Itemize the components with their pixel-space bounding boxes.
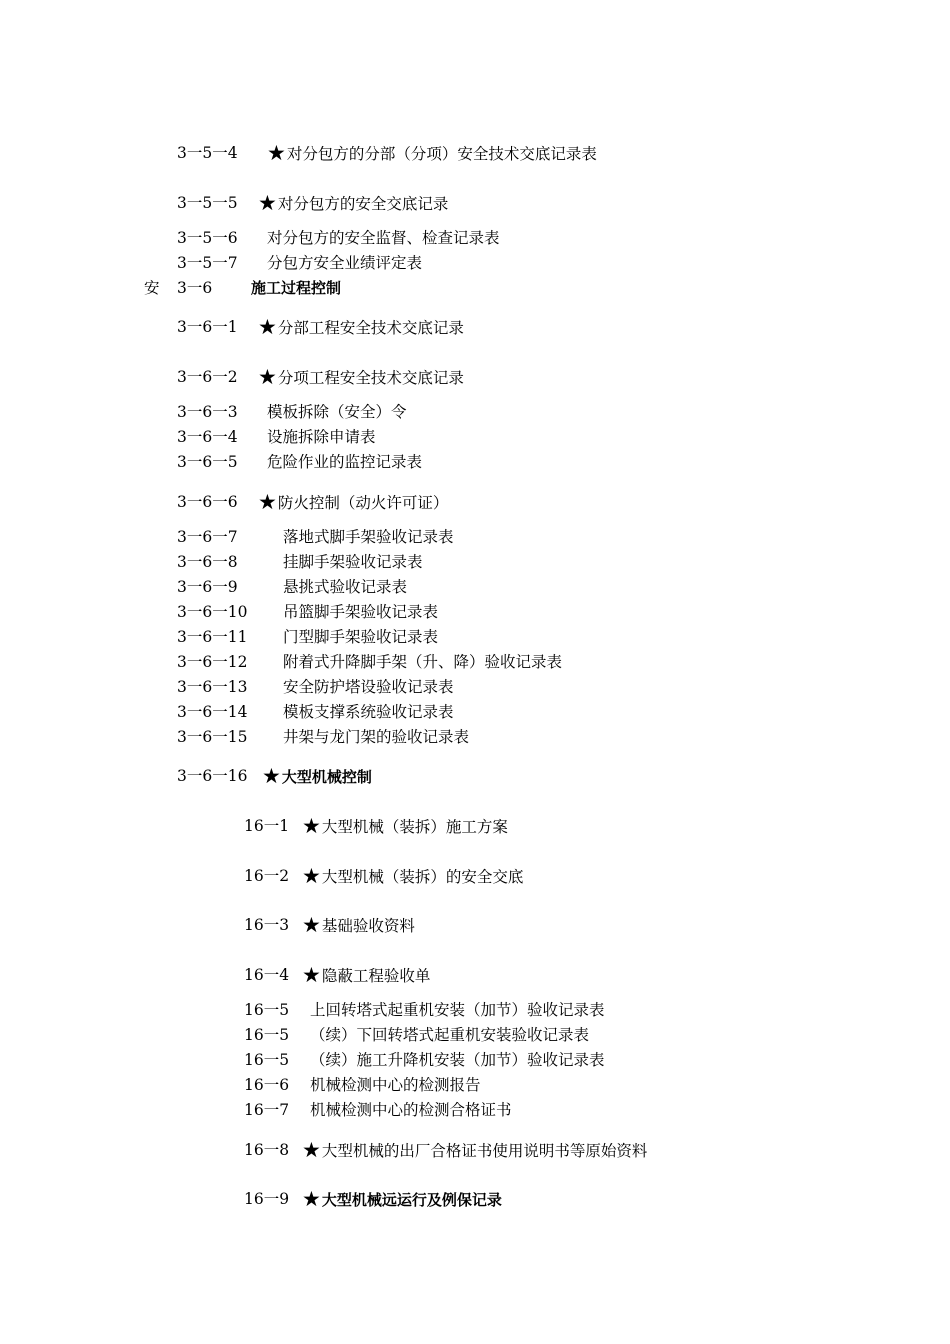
item-entry [302,816,508,837]
item-code: 3一6一16 [177,767,248,785]
section-prefix: 安 [144,279,160,297]
item-entry [302,965,430,986]
item-title: 对分包方的安全交底记录 [277,195,449,213]
item-entry [267,402,407,422]
item-code: 16一7 [244,1101,290,1119]
item-code: 16一1 [244,817,290,835]
item-title: 机械检测中心的检测合格证书 [310,1101,512,1119]
item-code: 16一5 [244,1026,290,1044]
item-entry [283,552,423,572]
item-entry [258,367,464,388]
item-title: 机械检测中心的检测报告 [310,1076,481,1094]
item-code: 3一6一15 [177,728,248,746]
item-entry [283,602,438,622]
item-entry [258,193,448,214]
item-title: 分项工程安全技术交底记录 [277,369,464,387]
item-entry [251,278,341,298]
item-title: 防火控制（动火许可证） [277,494,449,512]
item-title: 大型机械（装拆）的安全交底 [321,868,524,886]
item-code: 3一5一6 [177,229,238,247]
item-entry [310,1025,589,1045]
item-title: 大型机械控制 [281,768,372,786]
item-title: 对分包方的分部（分项）安全技术交底记录表 [286,145,597,163]
star-icon: ★ [258,315,277,339]
item-entry [267,228,500,248]
star-icon: ★ [302,963,321,987]
item-code: 16一6 [244,1076,290,1094]
item-title: 安全防护塔设验收记录表 [283,678,454,696]
star-icon: ★ [258,490,277,514]
item-code: 3一6一10 [177,603,248,621]
star-icon: ★ [302,864,321,888]
item-code: 3一6一14 [177,703,248,721]
item-code: 3一6一4 [177,428,238,446]
item-entry [283,577,407,597]
star-icon: ★ [258,191,277,215]
item-code: 3一5一4 [177,144,238,162]
star-icon: ★ [302,1187,321,1211]
item-entry [310,1100,512,1120]
item-title: 悬挑式验收记录表 [283,578,408,596]
item-code: 16一8 [244,1141,290,1159]
item-entry [258,317,464,338]
item-entry [302,866,523,887]
item-title: 危险作业的监控记录表 [267,453,423,471]
item-code: 16一5 [244,1051,290,1069]
item-entry [267,253,422,273]
item-entry [310,1050,605,1070]
item-entry [283,727,469,747]
item-title: 大型机械的出厂合格证书使用说明书等原始资料 [321,1142,648,1160]
item-title: 分包方安全业绩评定表 [267,254,423,272]
item-code: 3一6一6 [177,493,238,511]
item-code: 3一6一13 [177,678,248,696]
item-code: 3一5一5 [177,194,238,212]
item-title: 分部工程安全技术交底记录 [277,319,464,337]
item-entry [283,677,454,697]
item-code: 3一6一2 [177,368,238,386]
item-code: 16一3 [244,916,290,934]
item-title: 基础验收资料 [321,917,415,935]
item-code: 3一6一11 [177,628,248,646]
item-title: 施工过程控制 [251,279,342,297]
item-entry [310,1000,605,1020]
item-entry [267,452,422,472]
item-code: 3一6一9 [177,578,238,596]
item-title: 大型机械（装拆）施工方案 [321,818,508,836]
item-entry [267,427,376,447]
item-title: 落地式脚手架验收记录表 [283,528,454,546]
item-entry [302,1189,502,1210]
item-title: 模板拆除（安全）令 [267,403,407,421]
item-code: 16一4 [244,966,290,984]
item-code: 3一6一5 [177,453,238,471]
star-icon: ★ [258,365,277,389]
item-title: 吊篮脚手架验收记录表 [283,603,439,621]
item-code: 16一5 [244,1001,290,1019]
item-entry [267,143,597,164]
item-title: 设施拆除申请表 [267,428,376,446]
star-icon: ★ [302,913,321,937]
item-code: 3一6一12 [177,653,248,671]
item-title: 上回转塔式起重机安装（加节）验收记录表 [310,1001,605,1019]
item-title: 门型脚手架验收记录表 [283,628,439,646]
item-title: 模板支撑系统验收记录表 [283,703,454,721]
item-entry [302,915,415,936]
item-entry [283,652,562,672]
item-title: 大型机械远运行及例保记录 [321,1191,502,1209]
item-code: 3一6一3 [177,403,238,421]
star-icon: ★ [302,1138,321,1162]
item-title: （续）施工升降机安装（加节）验收记录表 [310,1051,605,1069]
item-title: 挂脚手架验收记录表 [283,553,423,571]
star-icon: ★ [302,814,321,838]
item-code: 3一5一7 [177,254,238,272]
item-code: 3一6 [177,279,213,297]
item-entry [283,702,454,722]
item-entry [310,1075,481,1095]
star-icon: ★ [267,141,286,165]
item-entry [258,492,448,513]
item-entry [283,527,454,547]
item-code: 16一9 [244,1190,290,1208]
item-code: 3一6一7 [177,528,238,546]
star-icon: ★ [262,764,281,788]
item-entry [262,766,372,787]
item-title: （续）下回转塔式起重机安装验收记录表 [310,1026,590,1044]
item-entry [283,627,438,647]
item-code: 16一2 [244,867,290,885]
item-title: 附着式升降脚手架（升、降）验收记录表 [283,653,563,671]
item-title: 井架与龙门架的验收记录表 [283,728,470,746]
item-entry [302,1140,647,1161]
item-code: 3一6一8 [177,553,238,571]
item-code: 3一6一1 [177,318,238,336]
item-title: 对分包方的安全监督、检查记录表 [267,229,500,247]
item-title: 隐蔽工程验收单 [321,967,431,985]
